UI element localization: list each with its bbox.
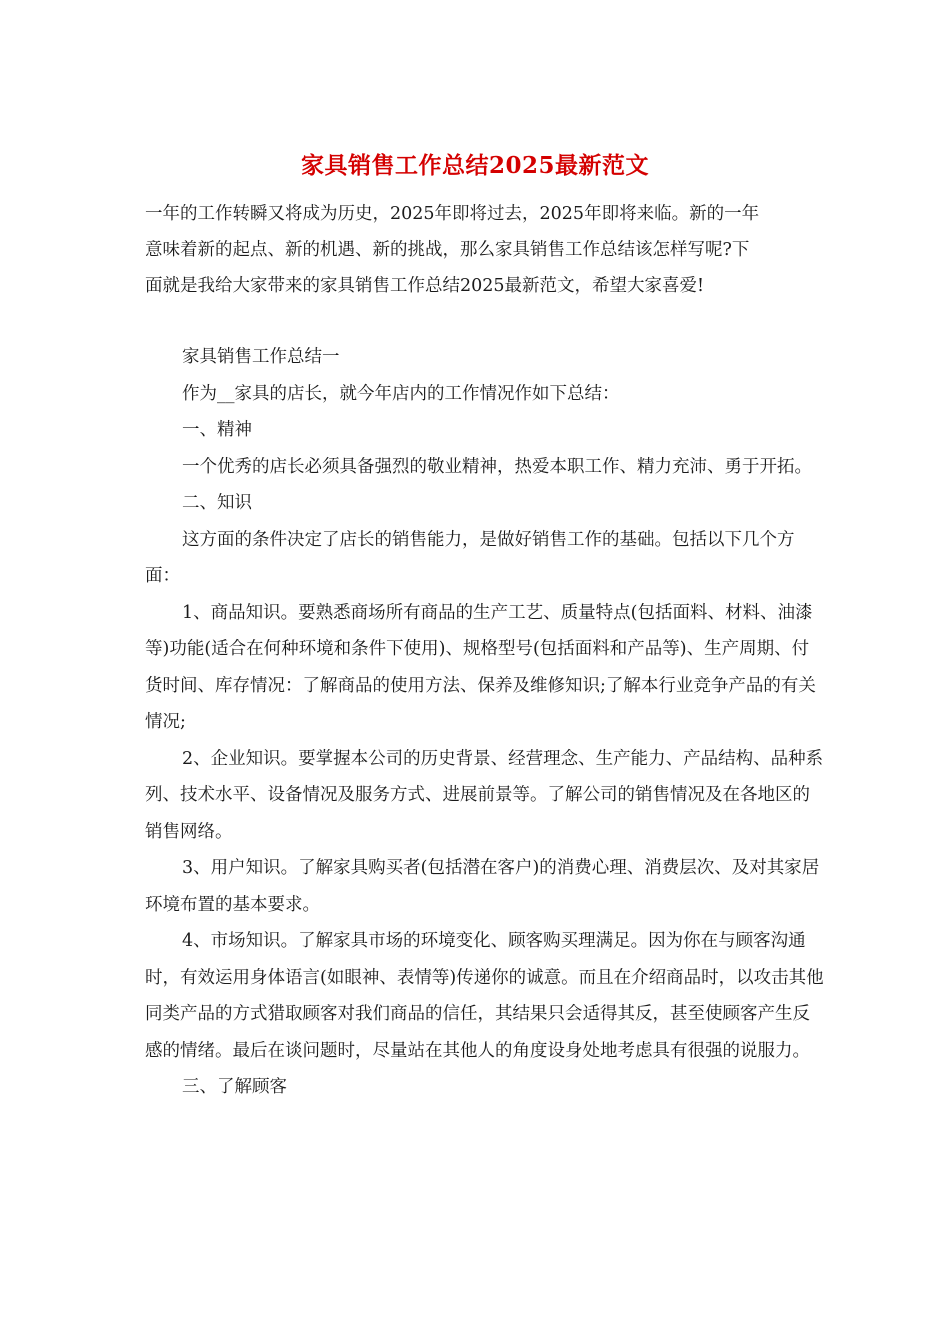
section-heading: 家具销售工作总结一 xyxy=(182,347,340,367)
intro-line: 意味着新的起点、新的机遇、新的挑战，那么家具销售工作总结该怎样写呢?下 xyxy=(145,240,750,260)
section-heading: 二、知识 xyxy=(182,493,252,513)
intro-section xyxy=(145,196,810,304)
intro-line: 面就是我给大家带来的家具销售工作总结2025最新范文，希望大家喜爱! xyxy=(145,276,705,296)
section-heading: 一、精神 xyxy=(182,420,252,440)
document-body xyxy=(145,339,825,1106)
document-title: 家具销售工作总结2025最新范文 xyxy=(300,152,649,179)
body-paragraph: 这方面的条件决定了店长的销售能力，是做好销售工作的基础。包括以下几个方面： xyxy=(145,529,795,586)
intro-line: 一年的工作转瞬又将成为历史，2025年即将过去，2025年即将来临。新的一年 xyxy=(145,204,760,224)
body-paragraph: 3、用户知识。了解家具购买者(包括潜在客户)的消费心理、消费层次、及对其家居环境布置的基本要求。 xyxy=(145,858,820,915)
body-paragraph: 1、商品知识。要熟悉商场所有商品的生产工艺、质量特点(包括面料、材料、油漆等)功能(适合在何种环境和条件下使用)、规格型号(包括面料和产品等)、生产周期、付货时间、库存情况：了解商品的使用方法、保养及维修知识;了解本行业竞争产品的有关情况; xyxy=(145,602,816,732)
body-paragraph: 4、市场知识。了解家具市场的环境变化、顾客购买理满足。因为你在与顾客沟通时，有效运用身体语言(如眼神、表情等)传递你的诚意。而且在介绍商品时，以攻击其他同类产品的方式猎取顾客对我们商品的信任，其结果只会适得其反，甚至使顾客产生反感的情绪。最后在谈问题时，尽量站在其他人的角度设身处地考虑具有很强的说服力。 xyxy=(145,931,824,1061)
body-paragraph: 一个优秀的店长必须具备强烈的敬业精神，热爱本职工作、精力充沛、勇于开拓。 xyxy=(182,456,812,477)
body-paragraph: 2、企业知识。要掌握本公司的历史背景、经营理念、生产能力、产品结构、品种系列、技术水平、设备情况及服务方式、进展前景等。了解公司的销售情况及在各地区的销售网络。 xyxy=(145,748,824,842)
body-paragraph: 作为__家具的店长，就今年店内的工作情况作如下总结： xyxy=(182,383,620,404)
section-heading: 三、了解顾客 xyxy=(182,1077,287,1097)
